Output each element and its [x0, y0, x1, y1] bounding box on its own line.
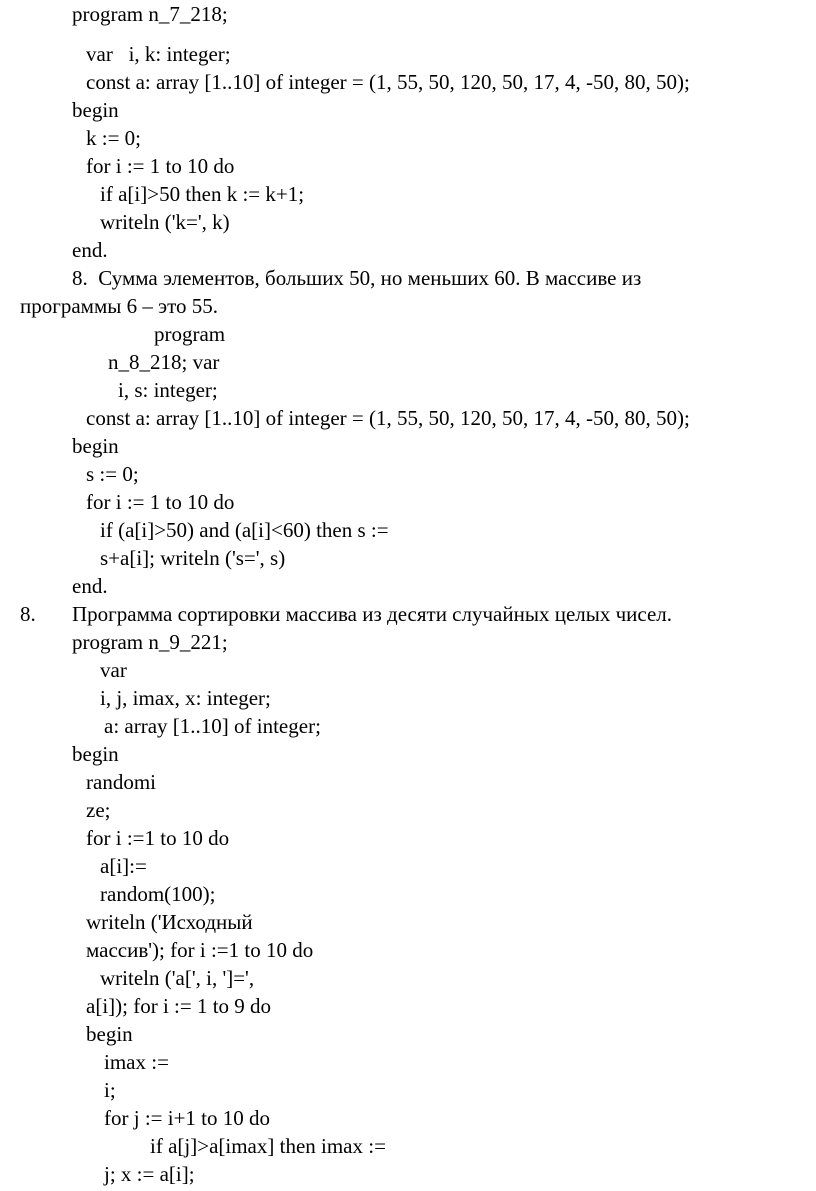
text-line: writeln ('a[', i, ']=',: [100, 966, 255, 990]
text-line: program n_9_221;: [72, 630, 228, 654]
list-number: 8.: [20, 602, 36, 626]
text-line: if (a[i]>50) and (a[i]<60) then s :=: [100, 518, 389, 542]
paragraph-line: программы 6 – это 55.: [20, 294, 219, 318]
text-line: s := 0;: [86, 462, 139, 486]
text-line: begin: [72, 434, 119, 458]
text-line: i;: [104, 1078, 116, 1102]
text-line: end.: [72, 574, 108, 598]
text-line: i, s: integer;: [118, 378, 218, 402]
text-line: const a: array [1..10] of integer = (1, 55, 50, 120, 50, 17, 4, -50, 80, 50);: [86, 406, 690, 430]
text-line: end.: [72, 238, 108, 262]
text-line: for i := 1 to 10 do: [86, 490, 235, 514]
text-line: if a[j]>a[imax] then imax :=: [150, 1134, 386, 1158]
text-line: ze;: [86, 798, 111, 822]
paragraph-line: Программа сортировки массива из десяти случайных целых чисел.: [72, 602, 673, 626]
text-line: for i :=1 to 10 do: [86, 826, 230, 850]
text-line: j; x := a[i];: [104, 1162, 195, 1186]
text-line: массив'); for i :=1 to 10 do: [86, 938, 314, 962]
text-line: a[i]:=: [100, 854, 147, 878]
text-line: begin: [72, 98, 119, 122]
text-line: if a[i]>50 then k := k+1;: [100, 182, 305, 206]
text-line: for j := i+1 to 10 do: [104, 1106, 271, 1130]
text-line: begin: [72, 742, 119, 766]
text-line: random(100);: [100, 882, 216, 906]
text-line: writeln ('k=', k): [100, 210, 230, 234]
text-line: randomi: [86, 770, 156, 794]
text-line: writeln ('Исходный: [86, 910, 253, 934]
text-line: begin: [86, 1022, 133, 1046]
text-line: program n_7_218;: [72, 2, 228, 26]
text-line: var i, k: integer;: [86, 42, 231, 66]
text-line: const a: array [1..10] of integer = (1, 55, 50, 120, 50, 17, 4, -50, 80, 50);: [86, 70, 690, 94]
text-line: program: [154, 322, 226, 346]
text-line: a: array [1..10] of integer;: [104, 714, 321, 738]
text-line: imax :=: [104, 1050, 169, 1074]
text-line: var: [100, 658, 127, 682]
paragraph-line: 8. Сумма элементов, больших 50, но меньших 60. В массиве из: [72, 266, 642, 290]
text-line: s+a[i]; writeln ('s=', s): [100, 546, 286, 570]
text-line: for i := 1 to 10 do: [86, 154, 235, 178]
text-line: k := 0;: [86, 126, 142, 150]
text-line: n_8_218; var: [108, 350, 220, 374]
text-line: a[i]); for i := 1 to 9 do: [86, 994, 272, 1018]
text-line: i, j, imax, x: integer;: [100, 686, 271, 710]
